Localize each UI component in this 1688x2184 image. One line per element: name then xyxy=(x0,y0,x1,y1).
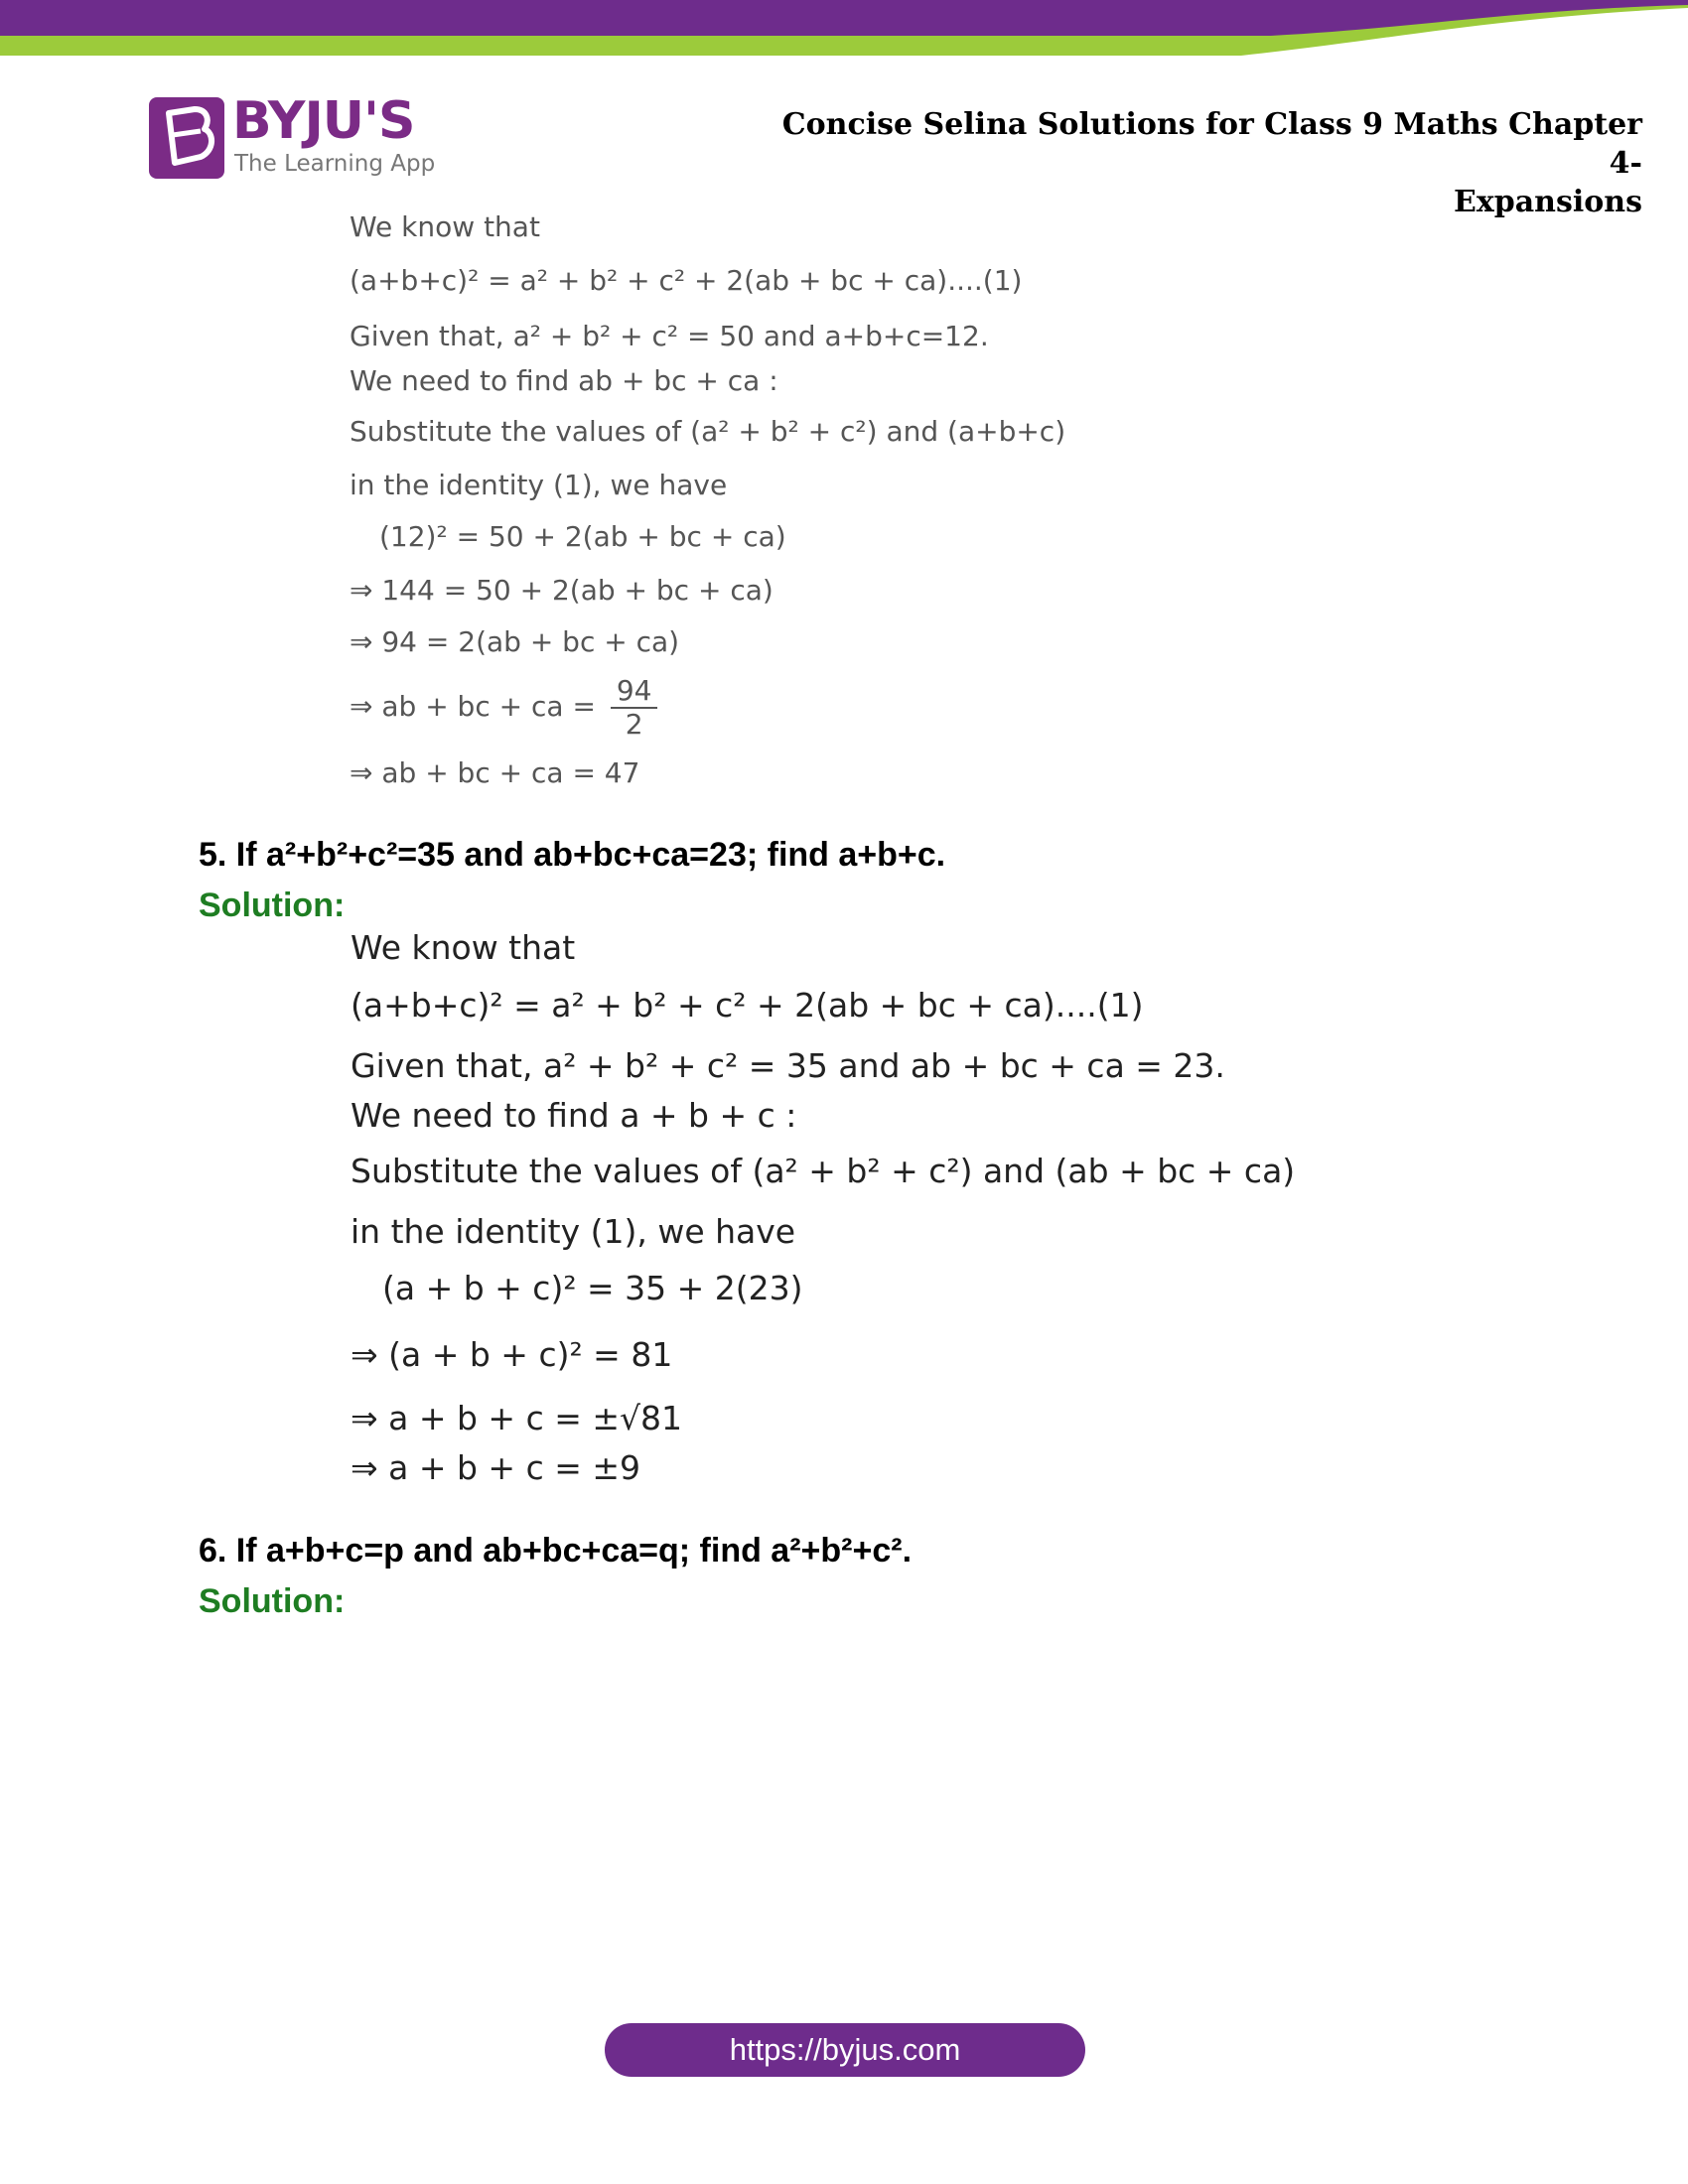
brand-name: BYJU'S xyxy=(232,91,415,151)
q5-solution-label: Solution: xyxy=(199,887,346,924)
q4-line-3: Given that, a² + b² + c² = 50 and a+b+c=12. xyxy=(350,320,989,352)
q4-line-5: Substitute the values of (a² + b² + c²) and (a+b+c) xyxy=(350,415,1066,448)
q5-line-3: Given that, a² + b² + c² = 35 and ab + bc + ca = 23. xyxy=(351,1046,1225,1085)
q5-line-5: Substitute the values of (a² + b² + c²) and (ab + bc + ca) xyxy=(351,1152,1296,1190)
title-line-1: Concise Selina Solutions for Class 9 Maths Chapter 4- xyxy=(781,107,1642,181)
q5-line-10: ⇒ a + b + c = ±9 xyxy=(351,1448,640,1487)
q4-line-4: We need to find ab + bc + ca : xyxy=(350,364,778,397)
q4-line-9: ⇒ 94 = 2(ab + bc + ca) xyxy=(350,625,680,658)
q4-fraction-numerator: 94 xyxy=(611,675,658,709)
q5-question: 5. If a²+b²+c²=35 and ab+bc+ca=23; find a+b+c. xyxy=(199,836,946,874)
q5-line-7: (a + b + c)² = 35 + 2(23) xyxy=(382,1269,803,1307)
q4-line-6: in the identity (1), we have xyxy=(350,469,728,501)
q6-question: 6. If a+b+c=p and ab+bc+ca=q; find a²+b²+c². xyxy=(199,1532,913,1570)
q5-line-4: We need to find a + b + c : xyxy=(351,1096,797,1135)
q4-line-7: (12)² = 50 + 2(ab + bc + ca) xyxy=(379,520,786,553)
q4-line-10 xyxy=(350,675,657,741)
header-decorative-bar xyxy=(0,0,1688,60)
q4-line-10-text: ⇒ ab + bc + ca = xyxy=(350,690,596,724)
q4-fraction-denominator: 2 xyxy=(625,708,643,742)
q4-line-8: ⇒ 144 = 50 + 2(ab + bc + ca) xyxy=(350,574,774,607)
byjus-logo xyxy=(149,91,437,179)
q6-solution-label: Solution: xyxy=(199,1582,346,1620)
q4-line-2: (a+b+c)² = a² + b² + c² + 2(ab + bc + ca)....(1) xyxy=(350,264,1023,297)
footer-url-link[interactable]: https://byjus.com xyxy=(605,2023,1085,2077)
q5-line-1: We know that xyxy=(351,928,576,967)
q5-line-8: ⇒ (a + b + c)² = 81 xyxy=(351,1335,673,1374)
brand-tagline: The Learning App xyxy=(234,151,436,177)
q4-fraction xyxy=(611,675,658,741)
document-title xyxy=(749,105,1642,221)
q4-line-1: We know that xyxy=(350,210,540,243)
logo-b-mark xyxy=(149,97,224,179)
title-line-2: Expansions xyxy=(1454,185,1642,219)
q5-line-2: (a+b+c)² = a² + b² + c² + 2(ab + bc + ca)....(1) xyxy=(351,986,1144,1024)
q4-line-11: ⇒ ab + bc + ca = 47 xyxy=(350,756,640,789)
q5-line-6: in the identity (1), we have xyxy=(351,1212,796,1251)
q5-line-9: ⇒ a + b + c = ±√81 xyxy=(351,1399,683,1437)
